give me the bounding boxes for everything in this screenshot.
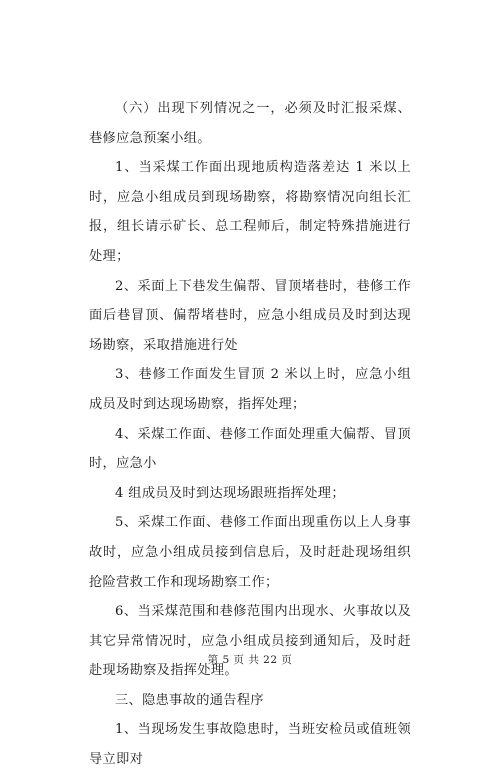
page-footer	[0, 652, 500, 667]
paragraph-item-2: 2、采面上下巷发生偏帮、冒顶堵巷时，巷修工作面后巷冒顶、偏帮堵巷时，应急小组成员及时到达现场勘察，采取措施进行处	[89, 278, 411, 353]
page-number-label: 第 5 页 共 22 页	[207, 654, 293, 666]
paragraph-item-1: 1、当采煤工作面出现地质构造落差达 1 米以上时，应急小组成员到现场勘察，将勘察情况向组长汇报，组长请示矿长、总工程师后，制定特殊措施进行处理；	[89, 160, 411, 264]
paragraph-section-6-heading: （六）出现下列情况之一，必须及时汇报采煤、巷修应急预案小组。	[89, 101, 411, 146]
paragraph-item-4-continued: 4 组成员及时到达现场跟班指挥处理；	[115, 485, 345, 501]
paragraph-item-5: 5、采煤工作面、巷修工作面出现重伤以上人身事故时，应急小组成员接到信息后，及时赶赴现场组织抢险营救工作和现场勘察工作；	[89, 515, 411, 590]
paragraph-item-3: 3、巷修工作面发生冒顶 2 米以上时，应急小组成员及时到达现场勘察，指挥处理；	[89, 367, 411, 412]
paragraph-item-6: 6、当采煤范围和巷修范围内出现水、火事故以及其它异常情况时，应急小组成员接到通知后，及时赶赴现场勘察及指挥处理。	[89, 604, 411, 679]
paragraph-section-3-item-1: 1、当现场发生事故隐患时，当班安检员或值班领导立即对	[89, 722, 411, 768]
paragraph-item-4: 4、采煤工作面、巷修工作面处理重大偏帮、冒顶时，应急小	[89, 426, 411, 472]
section-3-heading: 三、隐患事故的通告程序	[115, 692, 264, 708]
document-body	[89, 94, 411, 775]
